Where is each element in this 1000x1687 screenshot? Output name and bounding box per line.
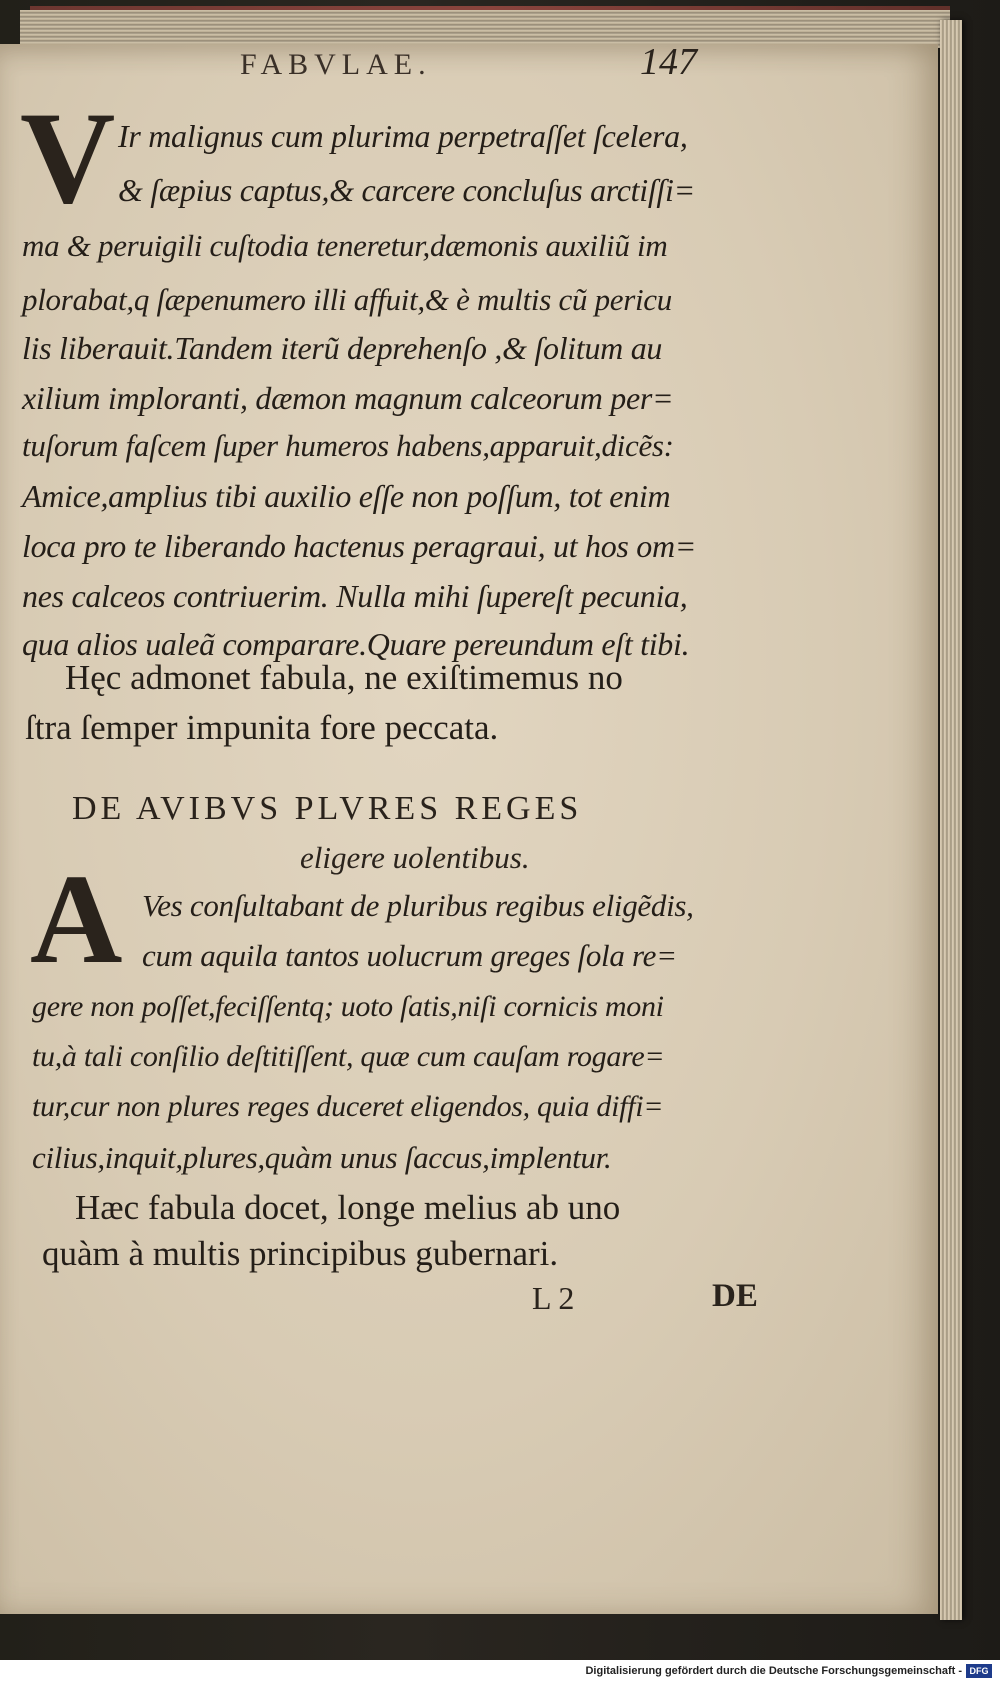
fable1-line-8: Amice,amplius tibi auxilio eſſe non poſſum, tot enim — [22, 478, 671, 514]
fable2-line-5: tur,cur non plures reges duceret eligendos, quia diffi= — [32, 1090, 664, 1123]
fable1-moral-line-1: Hęc admonet fabula, ne exiſtimemus no — [65, 658, 623, 697]
page-stack-right — [940, 20, 962, 1620]
running-head: FABVLAE. — [240, 48, 432, 81]
fable1-line-2: & ſæpius captus,& carcere concluſus arctiſſi= — [118, 172, 695, 208]
fable2-moral-line-1: Hæc fabula docet, longe melius ab uno — [75, 1188, 621, 1227]
fable1-line-4: plorabat,q ſæpenumero illi affuit,& è multis cũ pericu — [22, 282, 672, 317]
fable1-line-11: qua alios ualeã comparare.Quare pereundum eſt tibi. — [22, 626, 690, 662]
fable2-line-2: cum aquila tantos uolucrum greges ſola re= — [142, 938, 677, 973]
fable1-line-3: ma & peruigili cuſtodia teneretur,dæmonis auxiliũ im — [22, 228, 668, 263]
catchword: DE — [712, 1278, 758, 1314]
fable2-line-4: tu,à tali conſilio deſtitiſſent, quæ cum cauſam rogare= — [32, 1040, 665, 1073]
funding-credit: Digitalisierung gefördert durch die Deutsche Forschungsgemeinschaft - — [585, 1665, 962, 1677]
fable1-moral-line-2: ſtra ſemper impunita fore peccata. — [25, 708, 499, 747]
drop-cap-a: A — [30, 848, 123, 990]
fable2-line-3: gere non poſſet,feciſſentq; uoto ſatis,niſi cornicis moni — [32, 990, 664, 1023]
signature-mark: L 2 — [532, 1280, 575, 1316]
page-number: 147 — [640, 41, 697, 83]
fable2-moral-line-2: quàm à multis principibus gubernari. — [42, 1234, 559, 1273]
fable2-line-6: cilius,inquit,plures,quàm unus ſaccus,implentur. — [32, 1140, 612, 1175]
page-stack-top — [20, 10, 950, 48]
fable1-line-6: xilium imploranti, dæmon magnum calceorum per= — [22, 380, 674, 416]
drop-cap-v: V — [20, 84, 116, 231]
fable1-line-9: loca pro te liberando hactenus peragraui, ut hos om= — [22, 528, 697, 564]
fable1-line-7: tuſorum faſcem ſuper humeros habens,apparuit,dicẽs: — [22, 428, 674, 463]
fable1-line-1: Ir malignus cum plurima perpetraſſet ſcelera, — [118, 118, 688, 154]
fable2-line-1: Ves conſultabant de pluribus regibus eligẽdis, — [142, 888, 694, 923]
fable1-line-5: lis liberauit.Tandem iterũ deprehenſo ,& ſolitum au — [22, 330, 663, 366]
book-page — [0, 44, 938, 1614]
fable2-title: DE AVIBVS PLVRES REGES — [72, 790, 583, 827]
fable1-line-10: nes calceos contriuerim. Nulla mihi ſupereſt pecunia, — [22, 578, 688, 614]
fable2-subtitle: eligere uolentibus. — [300, 840, 530, 875]
dfg-logo: DFG — [966, 1664, 992, 1678]
